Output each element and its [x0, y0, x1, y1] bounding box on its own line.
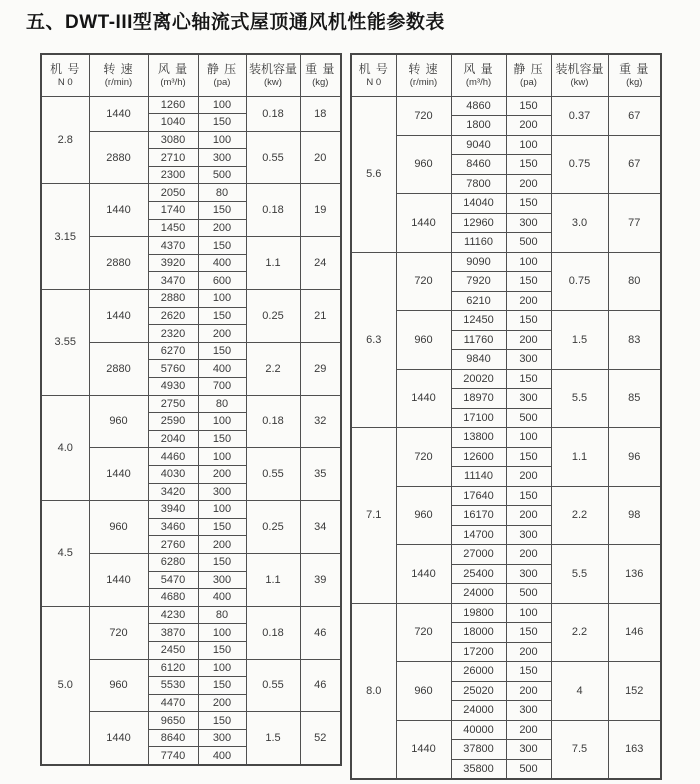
header-row	[351, 54, 661, 96]
header-power	[246, 54, 300, 96]
airflow-cell: 1040	[148, 114, 198, 132]
header-label: 转 速	[408, 61, 439, 76]
pressure-cell: 150	[198, 342, 246, 360]
header-airflow	[451, 54, 506, 96]
airflow-cell: 2590	[148, 413, 198, 431]
machine-no-cell: 7.1	[351, 428, 396, 604]
weight-cell: 96	[608, 428, 661, 487]
table-row	[351, 662, 661, 682]
weight-cell: 67	[608, 96, 661, 135]
pressure-cell: 100	[198, 624, 246, 642]
pressure-cell: 500	[506, 233, 551, 253]
airflow-cell: 3870	[148, 624, 198, 642]
power-cell: 1.5	[246, 712, 300, 765]
pressure-cell: 500	[198, 166, 246, 184]
pressure-cell: 150	[198, 677, 246, 695]
airflow-cell: 2620	[148, 307, 198, 325]
power-cell: 2.2	[551, 603, 608, 662]
table-row	[41, 96, 341, 114]
pressure-cell: 150	[506, 369, 551, 389]
speed-cell: 1440	[89, 712, 148, 765]
airflow-cell: 17640	[451, 486, 506, 506]
airflow-cell: 16170	[451, 506, 506, 526]
header-unit: (m³/h)	[160, 77, 186, 89]
power-cell: 0.55	[246, 448, 300, 501]
pressure-cell: 150	[506, 194, 551, 214]
header-machine-no	[351, 54, 396, 96]
speed-cell: 1440	[89, 553, 148, 606]
airflow-cell: 7740	[148, 747, 198, 765]
airflow-cell: 4680	[148, 589, 198, 607]
pressure-cell: 700	[198, 378, 246, 396]
airflow-cell: 11160	[451, 233, 506, 253]
airflow-cell: 4860	[451, 96, 506, 116]
header-label: 静 压	[513, 61, 544, 76]
pressure-cell: 400	[198, 589, 246, 607]
pressure-cell: 150	[506, 311, 551, 331]
airflow-cell: 5760	[148, 360, 198, 378]
machine-no-cell: 4.0	[41, 395, 89, 501]
pressure-cell: 200	[506, 642, 551, 662]
pressure-cell: 300	[506, 525, 551, 545]
header-label: 转 速	[103, 61, 134, 76]
header-label: 装机容量	[248, 61, 297, 76]
weight-cell: 35	[300, 448, 341, 501]
airflow-cell: 2040	[148, 430, 198, 448]
airflow-cell: 9840	[451, 350, 506, 370]
header-speed	[396, 54, 451, 96]
pressure-cell: 200	[506, 330, 551, 350]
table-row	[351, 311, 661, 331]
airflow-cell: 18000	[451, 623, 506, 643]
pressure-cell: 200	[506, 506, 551, 526]
pressure-cell: 100	[506, 428, 551, 448]
header-weight	[300, 54, 341, 96]
airflow-cell: 9090	[451, 252, 506, 272]
power-cell: 0.18	[246, 184, 300, 237]
pressure-cell: 100	[198, 659, 246, 677]
power-cell: 0.25	[246, 501, 300, 554]
header-pressure	[198, 54, 246, 96]
table-row	[351, 96, 661, 116]
airflow-cell: 1450	[148, 219, 198, 237]
speed-cell: 1440	[89, 290, 148, 343]
table-row	[351, 428, 661, 448]
airflow-cell: 6280	[148, 553, 198, 571]
tables-container	[40, 53, 700, 780]
pressure-cell: 150	[506, 96, 551, 116]
weight-cell: 39	[300, 553, 341, 606]
pressure-cell: 150	[198, 114, 246, 132]
speed-cell: 2880	[89, 237, 148, 290]
weight-cell: 46	[300, 606, 341, 659]
airflow-cell: 14040	[451, 194, 506, 214]
airflow-cell: 11140	[451, 467, 506, 487]
pressure-cell: 400	[198, 254, 246, 272]
machine-no-cell: 3.15	[41, 184, 89, 290]
pressure-cell: 300	[506, 701, 551, 721]
airflow-cell: 12600	[451, 447, 506, 467]
speed-cell: 960	[396, 662, 451, 721]
pressure-cell: 500	[506, 408, 551, 428]
pressure-cell: 100	[198, 413, 246, 431]
header-label: 静 压	[206, 61, 238, 76]
airflow-cell: 17100	[451, 408, 506, 428]
airflow-cell: 40000	[451, 720, 506, 740]
table-row	[351, 135, 661, 155]
airflow-cell: 7800	[451, 174, 506, 194]
weight-cell: 20	[300, 131, 341, 184]
pressure-cell: 400	[198, 360, 246, 378]
weight-cell: 98	[608, 486, 661, 545]
header-unit: N 0	[57, 77, 73, 89]
pressure-cell: 200	[198, 219, 246, 237]
airflow-cell: 5530	[148, 677, 198, 695]
power-cell: 1.5	[551, 311, 608, 370]
power-cell: 5.5	[551, 545, 608, 604]
weight-cell: 32	[300, 395, 341, 448]
table-row	[351, 194, 661, 214]
pressure-cell: 100	[506, 603, 551, 623]
airflow-cell: 4370	[148, 237, 198, 255]
header-speed	[89, 54, 148, 96]
weight-cell: 24	[300, 237, 341, 290]
pressure-cell: 200	[506, 291, 551, 311]
airflow-cell: 8640	[148, 729, 198, 747]
pressure-cell: 200	[506, 467, 551, 487]
pressure-cell: 150	[506, 155, 551, 175]
airflow-cell: 24000	[451, 584, 506, 604]
table-row	[351, 252, 661, 272]
header-label: 装机容量	[555, 61, 604, 76]
pressure-cell: 300	[506, 213, 551, 233]
pressure-cell: 100	[198, 96, 246, 114]
weight-cell: 19	[300, 184, 341, 237]
weight-cell: 80	[608, 252, 661, 311]
table-row	[41, 606, 341, 624]
pressure-cell: 300	[198, 149, 246, 167]
airflow-cell: 13800	[451, 428, 506, 448]
pressure-cell: 150	[506, 486, 551, 506]
airflow-cell: 2450	[148, 641, 198, 659]
pressure-cell: 150	[198, 430, 246, 448]
header-unit: (pa)	[520, 77, 537, 89]
header-label: 重 量	[305, 61, 336, 76]
pressure-cell: 150	[506, 662, 551, 682]
weight-cell: 77	[608, 194, 661, 253]
speed-cell: 1440	[89, 184, 148, 237]
machine-no-cell: 8.0	[351, 603, 396, 779]
header-unit: (pa)	[213, 77, 231, 89]
power-cell: 0.55	[246, 659, 300, 712]
power-cell: 0.75	[551, 252, 608, 311]
pressure-cell: 200	[198, 536, 246, 554]
speed-cell: 1440	[396, 194, 451, 253]
header-label: 机 号	[50, 61, 81, 76]
pressure-cell: 150	[198, 237, 246, 255]
header-row	[41, 54, 341, 96]
left-performance-table	[40, 53, 342, 766]
weight-cell: 29	[300, 342, 341, 395]
airflow-cell: 1740	[148, 202, 198, 220]
pressure-cell: 600	[198, 272, 246, 290]
header-unit: (r/min)	[409, 77, 438, 89]
pressure-cell: 100	[506, 252, 551, 272]
power-cell: 0.18	[246, 395, 300, 448]
power-cell: 1.1	[551, 428, 608, 487]
pressure-cell: 150	[506, 272, 551, 292]
airflow-cell: 2320	[148, 325, 198, 343]
table-row	[41, 184, 341, 202]
airflow-cell: 26000	[451, 662, 506, 682]
speed-cell: 1440	[89, 96, 148, 131]
airflow-cell: 12960	[451, 213, 506, 233]
machine-no-cell: 3.55	[41, 290, 89, 396]
header-unit: (kw)	[570, 77, 589, 89]
weight-cell: 34	[300, 501, 341, 554]
power-cell: 1.1	[246, 553, 300, 606]
table-row	[41, 501, 341, 519]
power-cell: 1.1	[246, 237, 300, 290]
header-label: 风 量	[157, 61, 189, 76]
pressure-cell: 80	[198, 606, 246, 624]
airflow-cell: 17200	[451, 642, 506, 662]
speed-cell: 720	[396, 96, 451, 135]
speed-cell: 2880	[89, 342, 148, 395]
weight-cell: 163	[608, 720, 661, 779]
header-unit: (r/min)	[104, 77, 133, 89]
pressure-cell: 200	[198, 325, 246, 343]
weight-cell: 67	[608, 135, 661, 194]
speed-cell: 720	[396, 603, 451, 662]
speed-cell: 1440	[396, 545, 451, 604]
speed-cell: 2880	[89, 131, 148, 184]
airflow-cell: 2710	[148, 149, 198, 167]
pressure-cell: 300	[198, 483, 246, 501]
airflow-cell: 3460	[148, 518, 198, 536]
airflow-cell: 9650	[148, 712, 198, 730]
airflow-cell: 12450	[451, 311, 506, 331]
airflow-cell: 3080	[148, 131, 198, 149]
speed-cell: 960	[89, 395, 148, 448]
pressure-cell: 150	[198, 518, 246, 536]
airflow-cell: 2750	[148, 395, 198, 413]
table-row	[351, 369, 661, 389]
pressure-cell: 150	[506, 447, 551, 467]
power-cell: 0.18	[246, 96, 300, 131]
airflow-cell: 4470	[148, 694, 198, 712]
airflow-cell: 6270	[148, 342, 198, 360]
pressure-cell: 400	[198, 747, 246, 765]
machine-no-cell: 2.8	[41, 96, 89, 184]
airflow-cell: 2050	[148, 184, 198, 202]
power-cell: 0.55	[246, 131, 300, 184]
airflow-cell: 24000	[451, 701, 506, 721]
header-pressure	[506, 54, 551, 96]
airflow-cell: 5470	[148, 571, 198, 589]
airflow-cell: 2760	[148, 536, 198, 554]
airflow-cell: 25400	[451, 564, 506, 584]
page-title: 五、DWT-III型离心轴流式屋顶通风机性能参数表	[26, 12, 445, 33]
table-row	[351, 720, 661, 740]
airflow-cell: 27000	[451, 545, 506, 565]
power-cell: 2.2	[551, 486, 608, 545]
pressure-cell: 200	[506, 720, 551, 740]
weight-cell: 136	[608, 545, 661, 604]
pressure-cell: 200	[506, 116, 551, 136]
header-unit: (kw)	[264, 77, 282, 89]
pressure-cell: 150	[198, 553, 246, 571]
airflow-cell: 6210	[451, 291, 506, 311]
table-row	[351, 603, 661, 623]
pressure-cell: 300	[506, 389, 551, 409]
airflow-cell: 4230	[148, 606, 198, 624]
table-row	[351, 545, 661, 565]
power-cell: 0.25	[246, 290, 300, 343]
weight-cell: 52	[300, 712, 341, 765]
header-unit: (kg)	[312, 77, 329, 89]
power-cell: 0.37	[551, 96, 608, 135]
airflow-cell: 3420	[148, 483, 198, 501]
airflow-cell: 20020	[451, 369, 506, 389]
power-cell: 0.75	[551, 135, 608, 194]
airflow-cell: 25020	[451, 681, 506, 701]
weight-cell: 18	[300, 96, 341, 131]
pressure-cell: 200	[198, 465, 246, 483]
header-label: 风 量	[463, 61, 494, 76]
pressure-cell: 300	[198, 571, 246, 589]
machine-no-cell: 4.5	[41, 501, 89, 607]
header-unit: (kg)	[626, 77, 643, 89]
weight-cell: 21	[300, 290, 341, 343]
pressure-cell: 200	[506, 545, 551, 565]
speed-cell: 1440	[89, 448, 148, 501]
power-cell: 7.5	[551, 720, 608, 779]
weight-cell: 46	[300, 659, 341, 712]
pressure-cell: 500	[506, 584, 551, 604]
weight-cell: 152	[608, 662, 661, 721]
header-power	[551, 54, 608, 96]
airflow-cell: 3940	[148, 501, 198, 519]
power-cell: 5.5	[551, 369, 608, 428]
machine-no-cell: 5.0	[41, 606, 89, 764]
pressure-cell: 150	[506, 623, 551, 643]
header-weight	[608, 54, 661, 96]
machine-no-cell: 6.3	[351, 252, 396, 428]
pressure-cell: 150	[198, 307, 246, 325]
airflow-cell: 4930	[148, 378, 198, 396]
pressure-cell: 300	[506, 740, 551, 760]
pressure-cell: 100	[198, 290, 246, 308]
pressure-cell: 100	[506, 135, 551, 155]
airflow-cell: 2300	[148, 166, 198, 184]
airflow-cell: 2880	[148, 290, 198, 308]
power-cell: 4	[551, 662, 608, 721]
speed-cell: 720	[396, 428, 451, 487]
airflow-cell: 14700	[451, 525, 506, 545]
table-row	[41, 395, 341, 413]
speed-cell: 1440	[396, 369, 451, 428]
pressure-cell: 300	[506, 350, 551, 370]
airflow-cell: 3470	[148, 272, 198, 290]
weight-cell: 83	[608, 311, 661, 370]
airflow-cell: 11760	[451, 330, 506, 350]
pressure-cell: 200	[506, 174, 551, 194]
right-performance-table	[350, 53, 662, 780]
power-cell: 3.0	[551, 194, 608, 253]
speed-cell: 960	[396, 311, 451, 370]
pressure-cell: 300	[198, 729, 246, 747]
pressure-cell: 80	[198, 184, 246, 202]
header-machine-no	[41, 54, 89, 96]
header-label: 机 号	[358, 61, 389, 76]
pressure-cell: 150	[198, 641, 246, 659]
airflow-cell: 7920	[451, 272, 506, 292]
airflow-cell: 37800	[451, 740, 506, 760]
airflow-cell: 1800	[451, 116, 506, 136]
speed-cell: 1440	[396, 720, 451, 779]
airflow-cell: 8460	[451, 155, 506, 175]
pressure-cell: 80	[198, 395, 246, 413]
machine-no-cell: 5.6	[351, 96, 396, 252]
pressure-cell: 150	[198, 202, 246, 220]
pressure-cell: 300	[506, 564, 551, 584]
header-airflow	[148, 54, 198, 96]
header-unit: (m³/h)	[465, 77, 492, 89]
speed-cell: 960	[89, 659, 148, 712]
weight-cell: 85	[608, 369, 661, 428]
pressure-cell: 200	[198, 694, 246, 712]
airflow-cell: 35800	[451, 759, 506, 779]
speed-cell: 960	[396, 135, 451, 194]
airflow-cell: 19800	[451, 603, 506, 623]
power-cell: 2.2	[246, 342, 300, 395]
header-unit: N 0	[366, 77, 382, 89]
airflow-cell: 3920	[148, 254, 198, 272]
speed-cell: 720	[396, 252, 451, 311]
airflow-cell: 18970	[451, 389, 506, 409]
table-row	[41, 290, 341, 308]
pressure-cell: 100	[198, 131, 246, 149]
pressure-cell: 200	[506, 681, 551, 701]
airflow-cell: 6120	[148, 659, 198, 677]
speed-cell: 960	[396, 486, 451, 545]
speed-cell: 720	[89, 606, 148, 659]
airflow-cell: 9040	[451, 135, 506, 155]
speed-cell: 960	[89, 501, 148, 554]
airflow-cell: 1260	[148, 96, 198, 114]
airflow-cell: 4030	[148, 465, 198, 483]
weight-cell: 146	[608, 603, 661, 662]
pressure-cell: 100	[198, 448, 246, 466]
pressure-cell: 100	[198, 501, 246, 519]
table-row	[351, 486, 661, 506]
airflow-cell: 4460	[148, 448, 198, 466]
power-cell: 0.18	[246, 606, 300, 659]
header-label: 重 量	[619, 61, 650, 76]
pressure-cell: 500	[506, 759, 551, 779]
pressure-cell: 150	[198, 712, 246, 730]
